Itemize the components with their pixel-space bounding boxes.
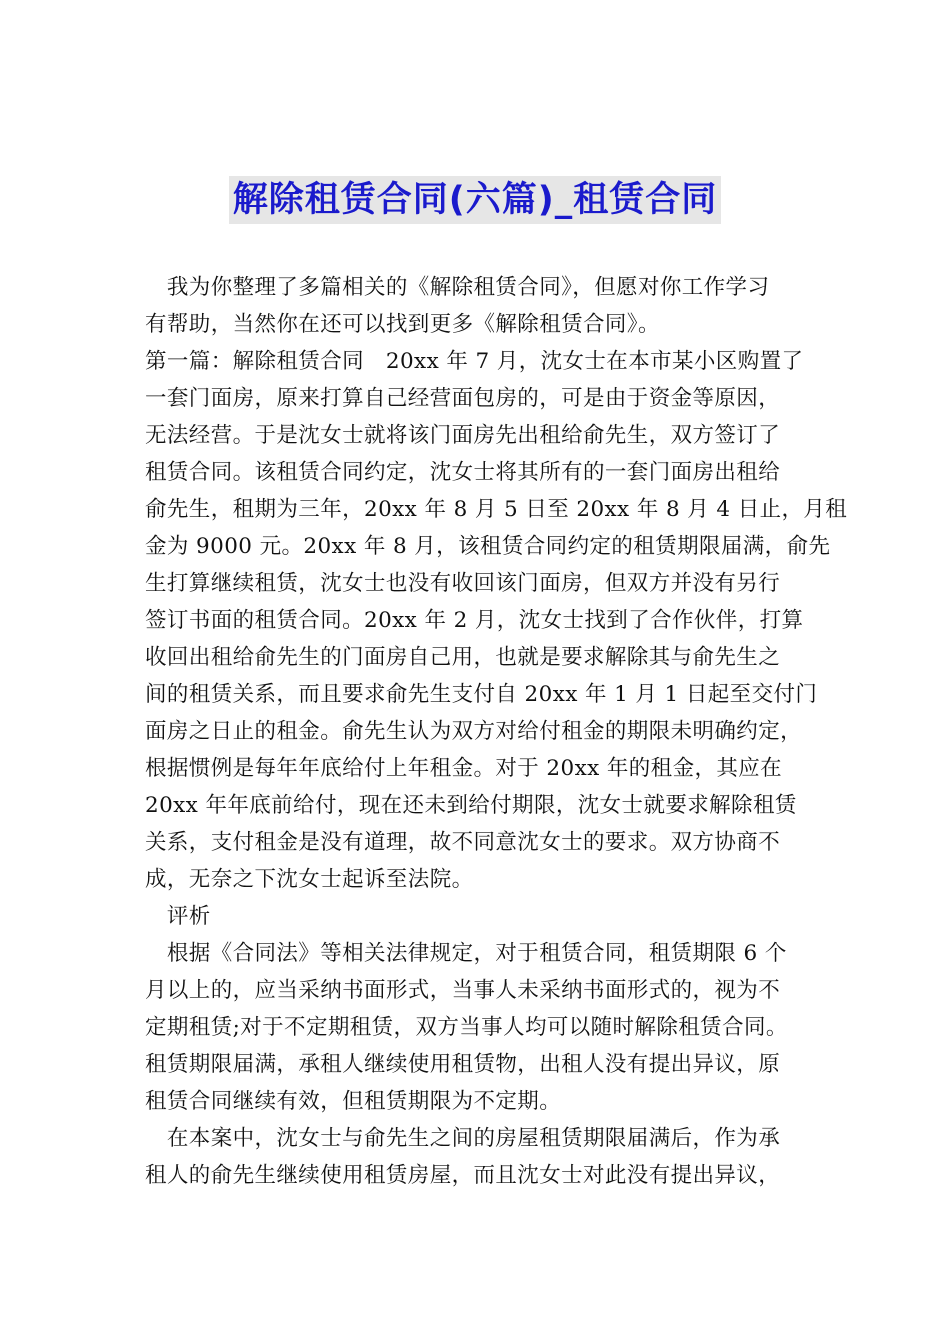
body-line: 定期租赁;对于不定期租赁，双方当事人均可以随时解除租赁合同。 bbox=[145, 1015, 788, 1040]
body-line: 收回出租给俞先生的门面房自己用，也就是要求解除其与俞先生之 bbox=[145, 645, 781, 670]
body-line: 生打算继续租赁，沈女士也没有收回该门面房，但双方并没有另行 bbox=[145, 571, 781, 596]
body-line: 有帮助，当然你在还可以找到更多《解除租赁合同》。 bbox=[145, 312, 660, 337]
body-line: 租赁合同继续有效，但租赁期限为不定期。 bbox=[145, 1089, 562, 1114]
body-line: 一套门面房，原来打算自己经营面包房的，可是由于资金等原因， bbox=[145, 386, 781, 411]
body-line: 间的租赁关系，而且要求俞先生支付自 20xx 年 1 月 1 日起至交付门 bbox=[145, 682, 818, 707]
section-heading: 评析 bbox=[145, 904, 211, 929]
body-line: 成，无奈之下沈女士起诉至法院。 bbox=[145, 867, 474, 892]
body-line: 租赁合同。该租赁合同约定，沈女士将其所有的一套门面房出租给 bbox=[145, 460, 781, 485]
body-line: 在本案中，沈女士与俞先生之间的房屋租赁期限届满后，作为承 bbox=[145, 1126, 781, 1151]
body-line: 金为 9000 元。20xx 年 8 月，该租赁合同约定的租赁期限届满，俞先 bbox=[145, 534, 831, 559]
body-line: 20xx 年年底前给付，现在还未到给付期限，沈女士就要求解除租赁 bbox=[145, 793, 797, 818]
body-line: 面房之日止的租金。俞先生认为双方对给付租金的期限未明确约定， bbox=[145, 719, 803, 744]
document-title: 解除租赁合同(六篇)_租赁合同 bbox=[229, 176, 722, 224]
body-line: 第一篇：解除租赁合同 20xx 年 7 月，沈女士在本市某小区购置了 bbox=[145, 349, 804, 374]
body-line: 关系，支付租金是没有道理，故不同意沈女士的要求。双方协商不 bbox=[145, 830, 781, 855]
body-line: 我为你整理了多篇相关的《解除租赁合同》，但愿对你工作学习 bbox=[145, 275, 770, 300]
body-line: 根据《合同法》等相关法律规定，对于租赁合同，租赁期限 6 个 bbox=[145, 941, 787, 966]
body-line: 月以上的，应当采纳书面形式，当事人未采纳书面形式的，视为不 bbox=[145, 978, 781, 1003]
body-line: 俞先生，租期为三年，20xx 年 8 月 5 日至 20xx 年 8 月 4 日止，月租 bbox=[145, 497, 848, 522]
body-line: 签订书面的租赁合同。20xx 年 2 月，沈女士找到了合作伙伴，打算 bbox=[145, 608, 804, 633]
title-container bbox=[0, 176, 950, 224]
body-line: 无法经营。于是沈女士就将该门面房先出租给俞先生，双方签订了 bbox=[145, 423, 781, 448]
body-line: 租赁期限届满，承租人继续使用租赁物，出租人没有提出异议，原 bbox=[145, 1052, 781, 1077]
body-line: 根据惯例是每年年底给付上年租金。对于 20xx 年的租金，其应在 bbox=[145, 756, 783, 781]
body-line: 租人的俞先生继续使用租赁房屋，而且沈女士对此没有提出异议， bbox=[145, 1163, 781, 1188]
